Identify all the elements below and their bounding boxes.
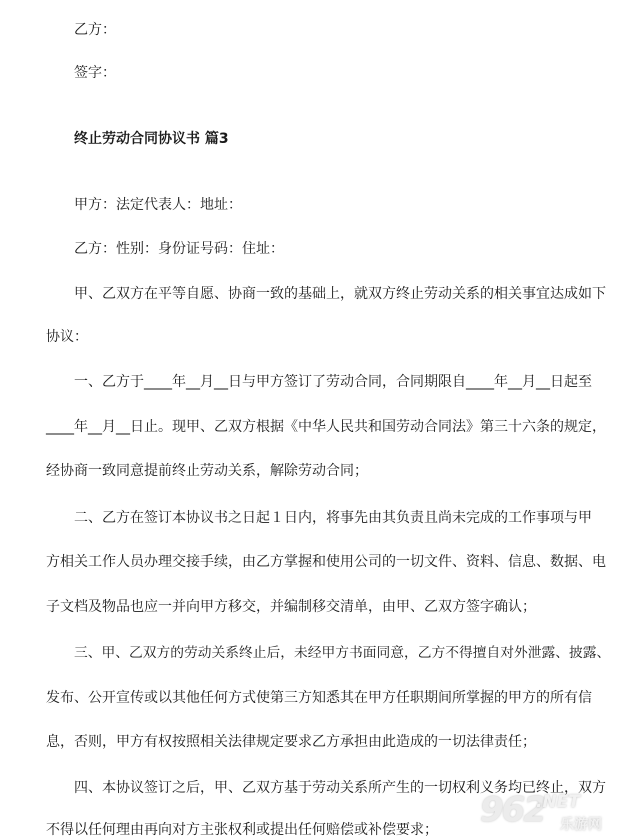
party-b-info: 乙方：性别：身份证号码：住址： <box>74 241 284 257</box>
watermark-digits: 962 <box>480 790 545 830</box>
clause-4-line-2: 不得以任何理由再向对方主张权利或提出任何赔偿或补偿要求； <box>46 822 438 838</box>
clause-4-line-1: 四、本协议签订之后，甲、乙双方基于劳动关系所产生的一切权利义务均已终止，双方 <box>74 780 606 796</box>
watermark-name: 乐游网 <box>560 817 602 833</box>
agreement-title: 终止劳动合同协议书 篇3 <box>74 131 229 147</box>
clause-1-line-2: ____年__月__日止。现甲、乙双方根据《中华人民共和国劳动合同法》第三十六条的规定， <box>46 419 606 435</box>
clause-2-line-3: 子文档及物品也应一并向甲方移交，并编制移交清单，由甲、乙双方签字确认； <box>46 599 536 615</box>
intro-line-2: 协议： <box>46 329 88 345</box>
intro-line-1: 甲、乙双方在平等自愿、协商一致的基础上，就双方终止劳动关系的相关事宜达成如下 <box>74 286 606 302</box>
clause-2-line-2: 方相关工作人员办理交接手续，由乙方掌握和使用公司的一切文件、资料、信息、数据、电 <box>46 554 606 570</box>
party-b-label: 乙方： <box>74 22 116 38</box>
watermark-domain: .NET <box>536 792 580 812</box>
clause-2-line-1: 二、乙方在签订本协议书之日起１日内，将事先由其负责且尚未完成的工作事项与甲 <box>74 510 592 526</box>
clause-3-line-2: 发布、公开宣传或以其他任何方式使第三方知悉其在甲方任职期间所掌握的甲方的所有信 <box>46 690 592 706</box>
clause-1-line-3: 经协商一致同意提前终止劳动关系，解除劳动合同； <box>46 463 368 479</box>
party-a-info: 甲方：法定代表人：地址： <box>74 197 242 213</box>
clause-3-line-1: 三、甲、乙双方的劳动关系终止后，未经甲方书面同意，乙方不得擅自对外泄露、披露、 <box>74 645 611 661</box>
watermark-logo <box>476 788 612 838</box>
signature-label: 签字： <box>74 65 116 81</box>
clause-3-line-3: 息，否则，甲方有权按照相关法律规定要求乙方承担由此造成的一切法律责任； <box>46 734 536 750</box>
clause-1-line-1: 一、乙方于____年__月__日与甲方签订了劳动合同，合同期限自____年__月__日起至 <box>74 374 592 390</box>
